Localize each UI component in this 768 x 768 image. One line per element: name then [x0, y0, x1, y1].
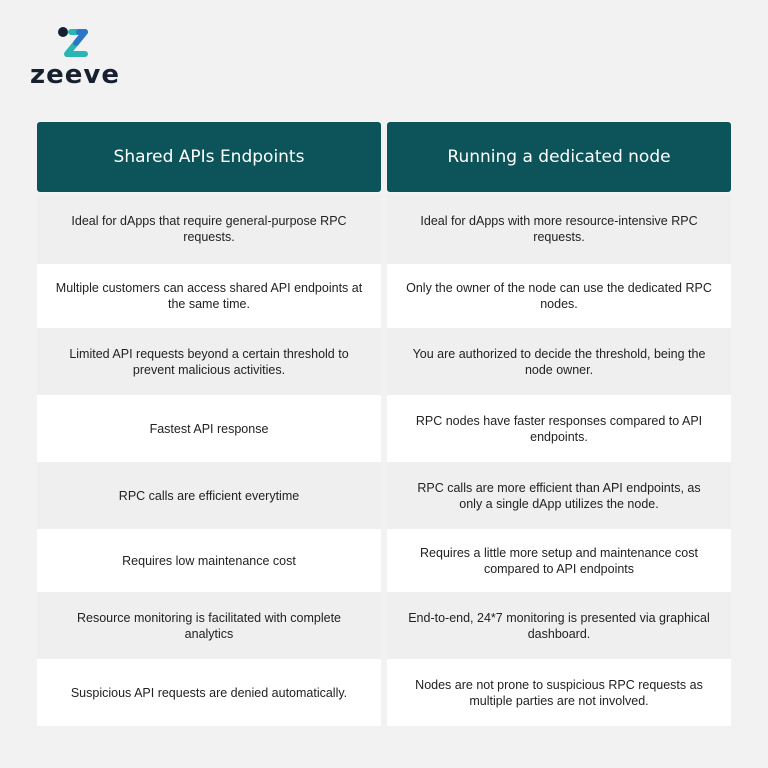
table-row [37, 264, 731, 328]
cell-dedicated: Only the owner of the node can use the dedicated RPC nodes. [387, 264, 731, 328]
table-row [37, 194, 731, 264]
table-row [37, 529, 731, 592]
table-header-row [37, 122, 731, 192]
comparison-table [37, 122, 731, 726]
table-row [37, 659, 731, 726]
cell-dedicated: End-to-end, 24*7 monitoring is presented via graphical dashboard. [387, 592, 731, 659]
cell-shared: Limited API requests beyond a certain threshold to prevent malicious activities. [37, 328, 381, 395]
cell-shared: Ideal for dApps that require general-purpose RPC requests. [37, 194, 381, 264]
header-shared-apis: Shared APIs Endpoints [37, 122, 381, 192]
cell-shared: Requires low maintenance cost [37, 529, 381, 592]
cell-dedicated: Ideal for dApps with more resource-intensive RPC requests. [387, 194, 731, 264]
zeeve-logo-icon [57, 26, 91, 60]
cell-dedicated: Nodes are not prone to suspicious RPC requests as multiple parties are not involved. [387, 659, 731, 726]
table-row [37, 592, 731, 659]
brand-name: zeeve [30, 60, 120, 90]
cell-shared: Suspicious API requests are denied automatically. [37, 659, 381, 726]
cell-shared: RPC calls are efficient everytime [37, 462, 381, 529]
cell-dedicated: RPC calls are more efficient than API endpoints, as only a single dApp utilizes the node. [387, 462, 731, 529]
cell-dedicated: RPC nodes have faster responses compared to API endpoints. [387, 395, 731, 462]
table-row [37, 395, 731, 462]
zeeve-logo [30, 26, 120, 92]
table-row [37, 462, 731, 529]
cell-dedicated: Requires a little more setup and maintenance cost compared to API endpoints [387, 529, 731, 592]
cell-shared: Multiple customers can access shared API endpoints at the same time. [37, 264, 381, 328]
cell-shared: Fastest API response [37, 395, 381, 462]
cell-shared: Resource monitoring is facilitated with complete analytics [37, 592, 381, 659]
table-row [37, 328, 731, 395]
cell-dedicated: You are authorized to decide the threshold, being the node owner. [387, 328, 731, 395]
header-dedicated-node: Running a dedicated node [387, 122, 731, 192]
